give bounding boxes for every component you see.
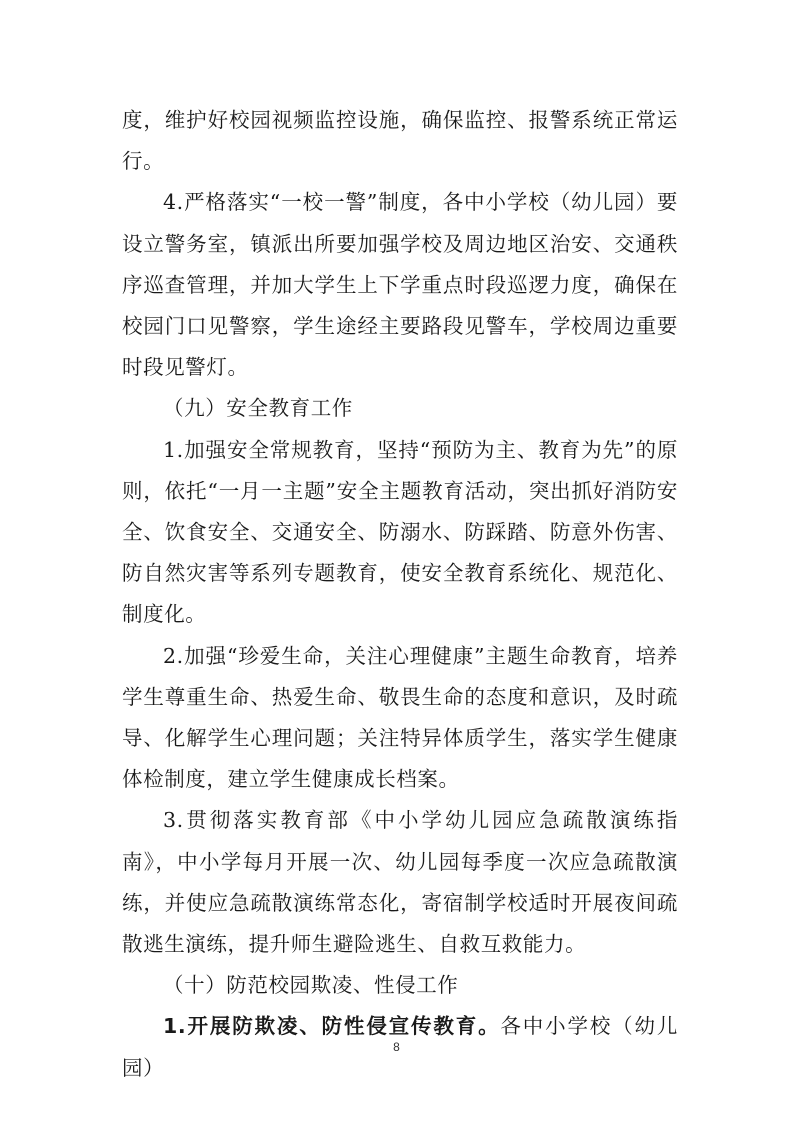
section-heading-anti-bullying: （十）防范校园欺凌、性侵工作 bbox=[163, 973, 459, 998]
paragraph-one-school-one-police: 4.严格落实“一校一警”制度，各中小学校（幼儿园）要设立警务室，镇派出所要加强学校及周边地区治安、交通秩序巡查管理，并加大学生上下学重点时段巡逻力度，确保在校园门口见警察，学生途经主要路段见警车，学校周边重要时段见警灯。 bbox=[122, 190, 678, 380]
page-number: 8 bbox=[393, 1040, 400, 1054]
paragraph-monitoring-continuation: 度，维护好校园视频监控设施，确保监控、报警系统正常运行。 bbox=[122, 108, 678, 174]
section-heading-safety-education: （九）安全教育工作 bbox=[163, 396, 353, 421]
paragraph-life-education: 2.加强“珍爱生命，关注心理健康”主题生命教育，培养学生尊重生命、热爱生命、敬畏生命的态度和意识，及时疏导、化解学生心理问题；关注特异体质学生，落实学生健康体检制度，建立学生健康成长档案。 bbox=[122, 643, 678, 792]
document-body bbox=[122, 100, 678, 1089]
paragraph-evacuation-drills: 3.贯彻落实教育部《中小学幼儿园应急疏散演练指南》，中小学每月开展一次、幼儿园每季度一次应急疏散演练，并使应急疏散演练常态化，寄宿制学校适时开展夜间疏散逃生演练，提升师生避险逃生、自救互救能力。 bbox=[122, 808, 678, 957]
paragraph-safety-routine-education: 1.加强安全常规教育，坚持“预防为主、教育为先”的原则，依托“一月一主题”安全主题教育活动，突出抓好消防安全、饮食安全、交通安全、防溺水、防踩踏、防意外伤害、防自然灾害等系列专题教育，使安全教育系统化、规范化、制度化。 bbox=[122, 437, 678, 627]
paragraph-lead-bold: 1.开展防欺凌、防性侵宣传教育。 bbox=[163, 1014, 501, 1039]
paragraph-lead-rest: 各中小学校（幼儿园） bbox=[122, 1014, 678, 1080]
